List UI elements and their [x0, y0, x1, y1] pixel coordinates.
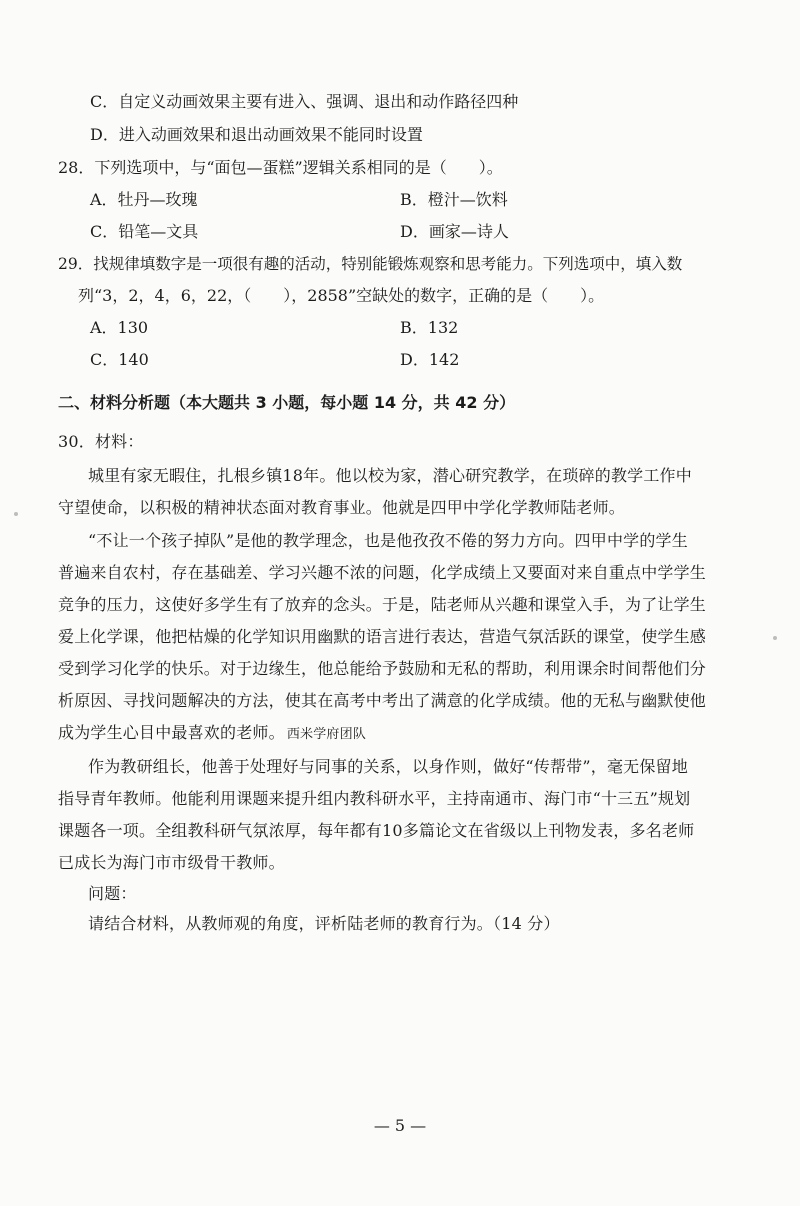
- q30-p3-line2: 指导青年教师。他能利用课题来提升组内教科研水平，主持南通市、海门市“十三五”规划: [58, 789, 691, 808]
- q28-option-b: B．橙汁—饮料: [400, 190, 508, 209]
- q29-stem-line2: 列“3，2，4，6，22，（ ），2858”空缺处的数字，正确的是（ ）。: [78, 286, 605, 305]
- q29-option-d: D．142: [400, 350, 460, 369]
- q30-p2-line6: 析原因、寻找问题解决的方法，使其在高考中考出了满意的化学成绩。他的无私与幽默使他: [58, 691, 707, 710]
- q28-stem: 28．下列选项中，与“面包—蛋糕”逻辑关系相同的是（ ）。: [58, 158, 503, 177]
- q28-option-c: C．铅笔—文具: [90, 222, 199, 241]
- q30-p3-line3: 课题各一项。全组教科研气氛浓厚，每年都有10多篇论文在省级以上刊物发表，多名老师: [58, 821, 695, 840]
- q30-p2-line7: [58, 723, 366, 745]
- q30-label: 30．材料：: [58, 432, 144, 451]
- scan-speck: [773, 636, 777, 640]
- q30-p2-line5: 受到学习化学的快乐。对于边缘生，他总能给予鼓励和无私的帮助，利用课余时间帮他们分: [58, 659, 707, 678]
- scan-speck: [14, 512, 18, 516]
- q30-question-label: 问题：: [88, 884, 137, 903]
- q30-p3-line1: 作为教研组长，他善于处理好与同事的关系，以身作则，做好“传帮带”，毫无保留地: [88, 757, 688, 776]
- watermark-text: 西米学府团队: [286, 727, 367, 742]
- q30-p2-line3: 竞争的压力，这使好多学生有了放弃的念头。于是，陆老师从兴趣和课堂入手，为了让学生: [58, 595, 707, 614]
- section-title: 二、材料分析题（本大题共 3 小题，每小题 14 分，共 42 分）: [58, 393, 516, 412]
- q27-option-c: C．自定义动画效果主要有进入、强调、退出和动作路径四种: [90, 92, 519, 111]
- q30-p1-line2: 守望使命，以积极的精神状态面对教育事业。他就是四甲中学化学教师陆老师。: [58, 498, 626, 517]
- q28-option-a: A．牡丹—玫瑰: [90, 190, 198, 209]
- q30-question: 请结合材料，从教师观的角度，评析陆老师的教育行为。（14 分）: [88, 914, 560, 933]
- q29-stem-line1: 29．找规律填数字是一项很有趣的活动，特别能锻炼观察和思考能力。下列选项中，填入数: [58, 255, 683, 273]
- q30-p2-line7-text: 成为学生心目中最喜欢的老师。: [58, 723, 285, 742]
- q30-p3-line4: 已成长为海门市市级骨干教师。: [58, 853, 285, 872]
- q29-option-b: B．132: [400, 318, 459, 337]
- q30-p1-line1: 城里有家无暇住，扎根乡镇18年。他以校为家，潜心研究教学，在琐碎的教学工作中: [88, 466, 692, 485]
- q29-option-c: C．140: [90, 350, 149, 369]
- q27-option-d: D．进入动画效果和退出动画效果不能同时设置: [90, 125, 423, 144]
- q29-option-a: A．130: [90, 318, 149, 337]
- q30-p2-line1: “不让一个孩子掉队”是他的教学理念，也是他孜孜不倦的努力方向。四甲中学的学生: [88, 531, 688, 550]
- q30-p2-line4: 爱上化学课，他把枯燥的化学知识用幽默的语言进行表达，营造气氛活跃的课堂，使学生感: [58, 627, 707, 646]
- q28-option-d: D．画家—诗人: [400, 222, 509, 241]
- q30-p2-line2: 普遍来自农村，存在基础差、学习兴趣不浓的问题，化学成绩上又要面对来自重点中学学生: [58, 563, 707, 582]
- page-number: — 5 —: [373, 1116, 427, 1135]
